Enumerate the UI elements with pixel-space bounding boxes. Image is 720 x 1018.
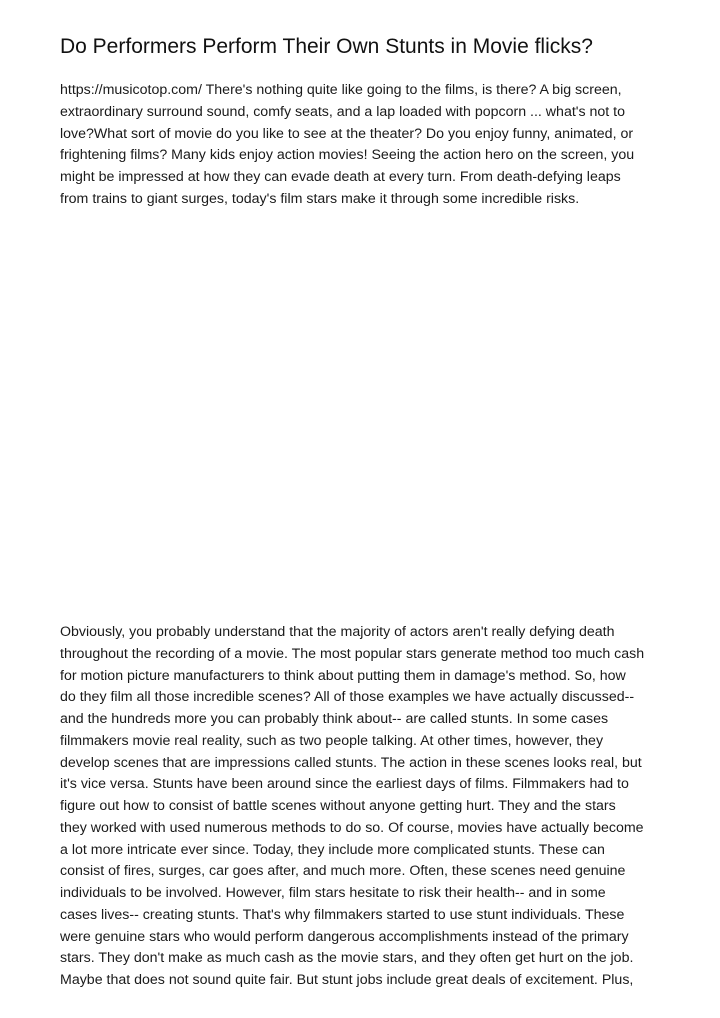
paragraph-line: individuals to be involved. However, film stars hesitate to risk their health-- and in some (60, 885, 606, 901)
paragraph-line: do they film all those incredible scenes? All of those examples we have actually discussed-- (60, 689, 635, 706)
paragraph-line: from trains to giant surges, today's film stars make it through some incredible risks. (60, 190, 580, 207)
paragraph-line: a lot more intricate ever since. Today, they include more complicated stunts. These can (60, 841, 605, 858)
paragraph-line: love?What sort of movie do you like to see at the theater? Do you enjoy funny, animated, or (60, 125, 634, 142)
paragraph-line: Obviously, you probably understand that the majority of actors aren't really defying death (60, 624, 615, 640)
paragraph-line: it's vice versa. Stunts have been around since the earliest days of films. Filmmakers had to (60, 776, 629, 793)
paragraph-line: consist of fires, surges, car goes after, and much more. Often, these scenes need genuine (60, 863, 626, 880)
paragraph-line: Maybe that does not sound quite fair. But stunt jobs include great deals of excitement. Plus, (60, 972, 634, 988)
paragraph-line: extraordinary surround sound, comfy seats, and a lap loaded with popcorn ... what's not to (60, 103, 626, 120)
document-title: Do Performers Perform Their Own Stunts in Movie flicks? (60, 35, 593, 58)
paragraph-line: https://musicotop.com/ There's nothing quite like going to the films, is there? A big screen, (60, 82, 622, 98)
paragraph-line: develop scenes that are impressions called stunts. The action in these scenes looks real, but (60, 754, 642, 771)
paragraph-line: frightening films? Many kids enjoy action movies! Seeing the action hero on the screen, you (60, 147, 635, 164)
paragraph-line: for motion picture manufacturers to think about putting them in damage's method. So, how (60, 667, 626, 684)
paragraph-line: and the hundreds more you can probably think about-- are called stunts. In some cases (60, 711, 609, 727)
paragraph-line: were genuine stars who would perform dangerous accomplishments instead of the primary (60, 928, 629, 945)
paragraph-line: cases lives-- creating stunts. That's why filmmakers started to use stunt individuals. These (60, 906, 625, 923)
paragraph-line: figure out how to consist of battle scenes without anyone getting hurt. They and the stars (60, 798, 616, 814)
paragraph-line: might be impressed at how they can evade death at every turn. From death-defying leaps (60, 169, 621, 185)
paragraph-line: throughout the recording of a movie. The most popular stars generate method too much cash (60, 645, 645, 662)
paragraph-line: filmmakers movie real reality, such as two people talking. At other times, however, they (60, 732, 604, 749)
intro-paragraph (60, 80, 670, 211)
body-paragraph (60, 622, 670, 992)
paragraph-line: they worked with used numerous methods to do so. Of course, movies have actually become (60, 819, 644, 836)
paragraph-line: stars. They don't make as much cash as the movie stars, and they often get hurt on the job. (60, 950, 634, 967)
